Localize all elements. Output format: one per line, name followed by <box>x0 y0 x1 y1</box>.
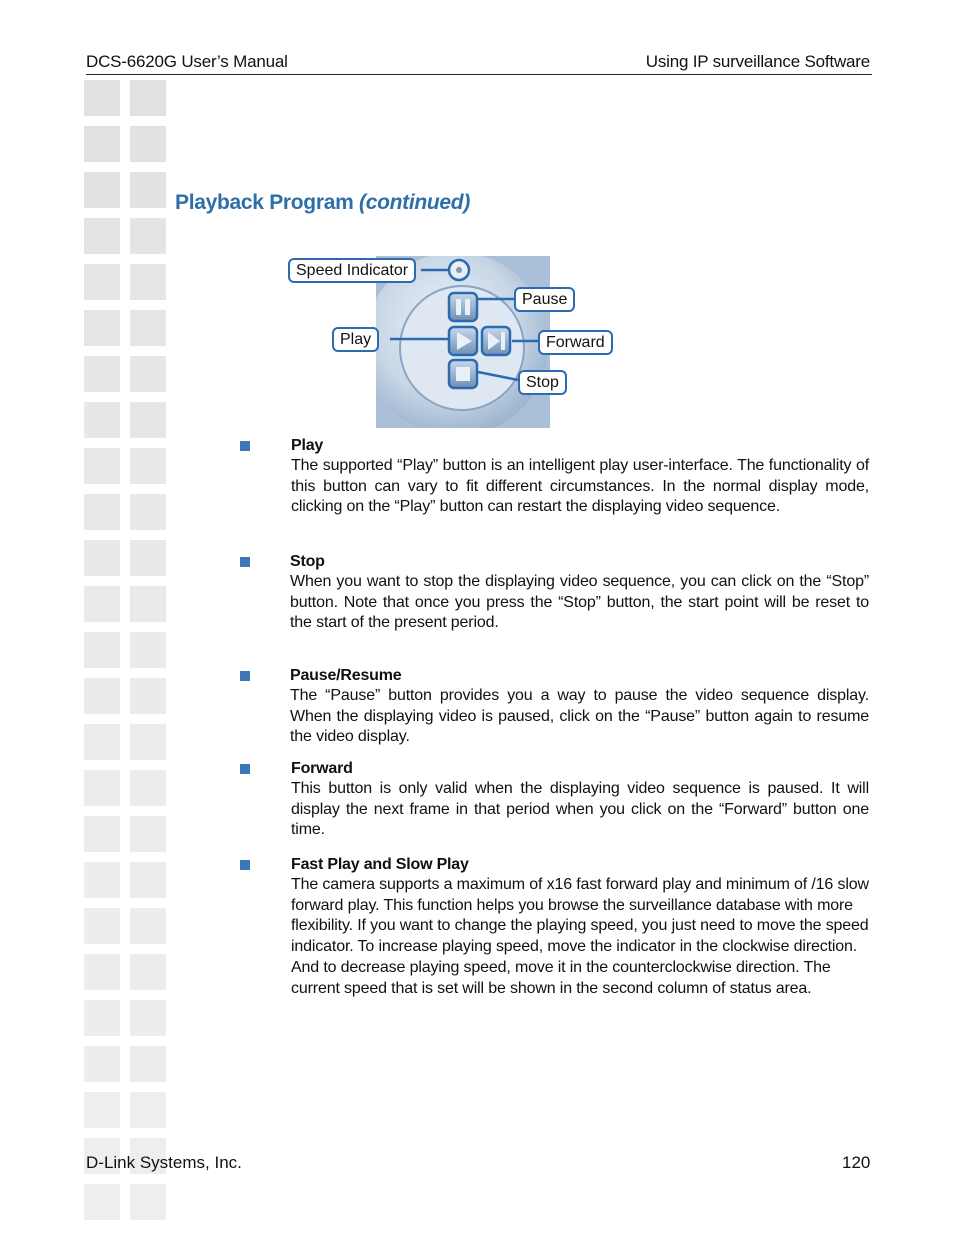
section-title-main: Playback Program <box>175 191 354 214</box>
decorative-square <box>84 310 120 346</box>
page-number: 120 <box>842 1153 871 1172</box>
decorative-square <box>130 724 166 760</box>
list-item-fast-slow-play <box>240 855 872 999</box>
decorative-square <box>130 448 166 484</box>
decorative-square <box>84 954 120 990</box>
decorative-square <box>84 218 120 254</box>
decorative-square <box>84 724 120 760</box>
list-item-stop <box>240 552 872 634</box>
decorative-square <box>84 1000 120 1036</box>
manual-title: DCS-6620G User’s Manual <box>86 52 288 71</box>
bullet-icon <box>240 860 250 870</box>
bullet-icon <box>240 441 250 451</box>
playback-controls-figure <box>286 252 626 432</box>
item-title: Play <box>291 437 324 454</box>
decorative-square <box>84 678 120 714</box>
page-header <box>86 50 872 75</box>
decorative-square <box>130 540 166 576</box>
callout-stop: Stop <box>518 370 567 395</box>
decorative-square <box>130 218 166 254</box>
decorative-square <box>84 862 120 898</box>
decorative-square <box>130 632 166 668</box>
item-title: Forward <box>291 760 353 777</box>
chapter-title: Using IP surveillance Software <box>645 52 870 71</box>
item-body: The camera supports a maximum of x16 fast forward play and minimum of /16 slow forward play. This function helps you browse the surveillance database with more flexibility. If you want to change the playing speed, you just need to move the speed indicator. To increase playing speed, move the indicator in the clockwise direction. And to decrease playing speed, move it in the counterclockwise direction. The current speed that is set will be shown in the second column of status area. <box>291 876 869 997</box>
decorative-square <box>84 1184 120 1220</box>
pause-icon <box>449 293 477 321</box>
item-body: When you want to stop the displaying video sequence, you can click on the “Stop” button. Note that once you press the “Stop” button, the start point will be reset to the start of the present period. <box>290 573 869 632</box>
callout-pause: Pause <box>514 287 575 312</box>
decorative-square <box>84 770 120 806</box>
item-title: Pause/Resume <box>290 667 402 684</box>
decorative-square <box>84 1046 120 1082</box>
footer-company: D-Link Systems, Inc. <box>86 1153 242 1172</box>
decorative-square <box>130 586 166 622</box>
decorative-square <box>130 678 166 714</box>
decorative-square <box>84 172 120 208</box>
decorative-square <box>84 1092 120 1128</box>
decorative-square <box>130 264 166 300</box>
decorative-square <box>130 770 166 806</box>
bullet-icon <box>240 671 250 681</box>
section-title <box>175 191 470 215</box>
list-item-pause-resume <box>240 666 872 748</box>
decorative-square <box>130 126 166 162</box>
decorative-square <box>84 586 120 622</box>
callout-forward: Forward <box>538 330 613 355</box>
decorative-square <box>130 402 166 438</box>
decorative-square <box>84 402 120 438</box>
callout-play: Play <box>332 327 379 352</box>
decorative-square <box>84 908 120 944</box>
decorative-square <box>130 80 166 116</box>
decorative-square <box>84 540 120 576</box>
item-body: This button is only valid when the displaying video sequence is paused. It will display the next frame in that period when you click on the “Forward” button one time. <box>291 780 869 839</box>
decorative-square <box>130 494 166 530</box>
decorative-square <box>130 908 166 944</box>
item-body: The “Pause” button provides you a way to pause the video sequence display. When the displaying video is paused, click on the “Pause” button again to resume the video display. <box>290 687 869 746</box>
decorative-square <box>130 1046 166 1082</box>
decorative-square <box>130 816 166 852</box>
decorative-square <box>84 80 120 116</box>
decorative-square <box>130 1000 166 1036</box>
decorative-square <box>84 356 120 392</box>
section-title-continued: (continued) <box>359 191 471 214</box>
bullet-icon <box>240 557 250 567</box>
list-item-forward <box>240 759 872 841</box>
decorative-squares <box>84 80 172 1235</box>
decorative-square <box>84 264 120 300</box>
decorative-square <box>130 1184 166 1220</box>
decorative-square <box>84 632 120 668</box>
item-body: The supported “Play” button is an intelligent play user-interface. The functionality of this button can vary to fit different circumstances. In the normal display mode, clicking on the “Play” button can restart the displaying video sequence. <box>291 457 869 516</box>
bullet-icon <box>240 764 250 774</box>
decorative-square <box>130 356 166 392</box>
decorative-square <box>130 310 166 346</box>
list-item-play <box>240 436 872 518</box>
decorative-square <box>84 494 120 530</box>
decorative-square <box>130 862 166 898</box>
callout-speed-indicator: Speed Indicator <box>288 258 416 283</box>
item-title: Fast Play and Slow Play <box>291 856 469 873</box>
item-title: Stop <box>290 553 325 570</box>
decorative-square <box>84 448 120 484</box>
decorative-square <box>130 172 166 208</box>
decorative-square <box>130 1092 166 1128</box>
decorative-square <box>84 126 120 162</box>
decorative-square <box>84 816 120 852</box>
decorative-square <box>130 954 166 990</box>
